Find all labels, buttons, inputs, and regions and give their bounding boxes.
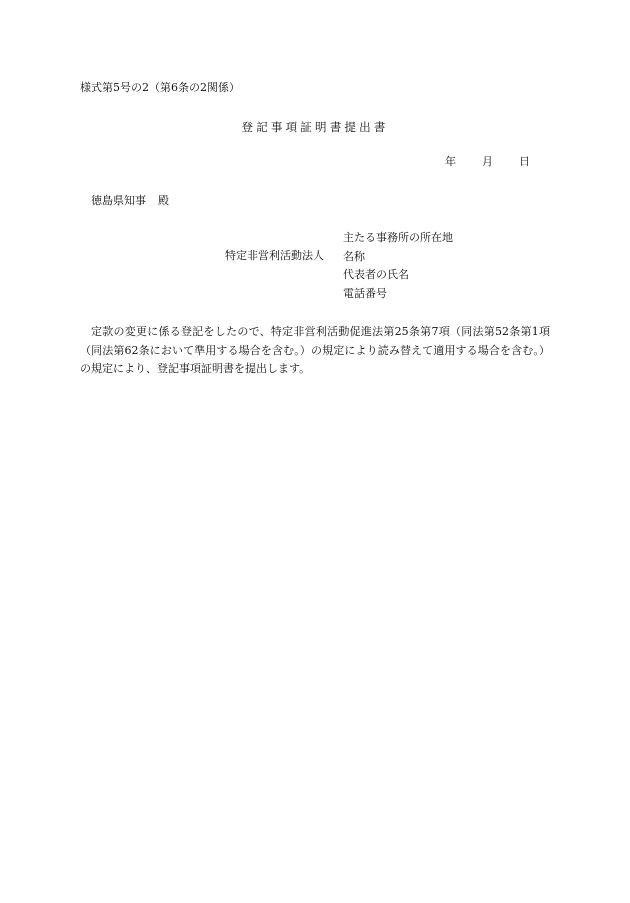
document-title: 登記事項証明書提出書 (241, 120, 389, 134)
body-paragraph: 定款の変更に係る登記をしたので、特定非営利活動促進法第25条第7項（同法第52条第1項（同法第62条において準用する場合を含む。）の規定により読み替えて適用する場合を含む。）の規定により、登記事項証明書を提出します。 (80, 325, 550, 376)
month-label: 月 (482, 155, 493, 168)
addressee (91, 193, 169, 209)
field-name: 名称 (343, 249, 365, 263)
addressee-name: 徳島県知事 (91, 194, 146, 207)
year-label: 年 (445, 155, 456, 168)
field-phone: 電話番号 (343, 286, 387, 300)
applicant-fields (343, 229, 453, 303)
form-number: 様式第5号の2（第6条の2関係） (80, 81, 240, 94)
addressee-honorific: 殿 (158, 194, 169, 207)
applicant-label: 特定非営利活動法人 (225, 249, 324, 262)
day-label: 日 (519, 155, 530, 168)
field-representative: 代表者の氏名 (343, 268, 409, 282)
date-line (445, 154, 530, 170)
field-office-address: 主たる事務所の所在地 (343, 231, 453, 244)
